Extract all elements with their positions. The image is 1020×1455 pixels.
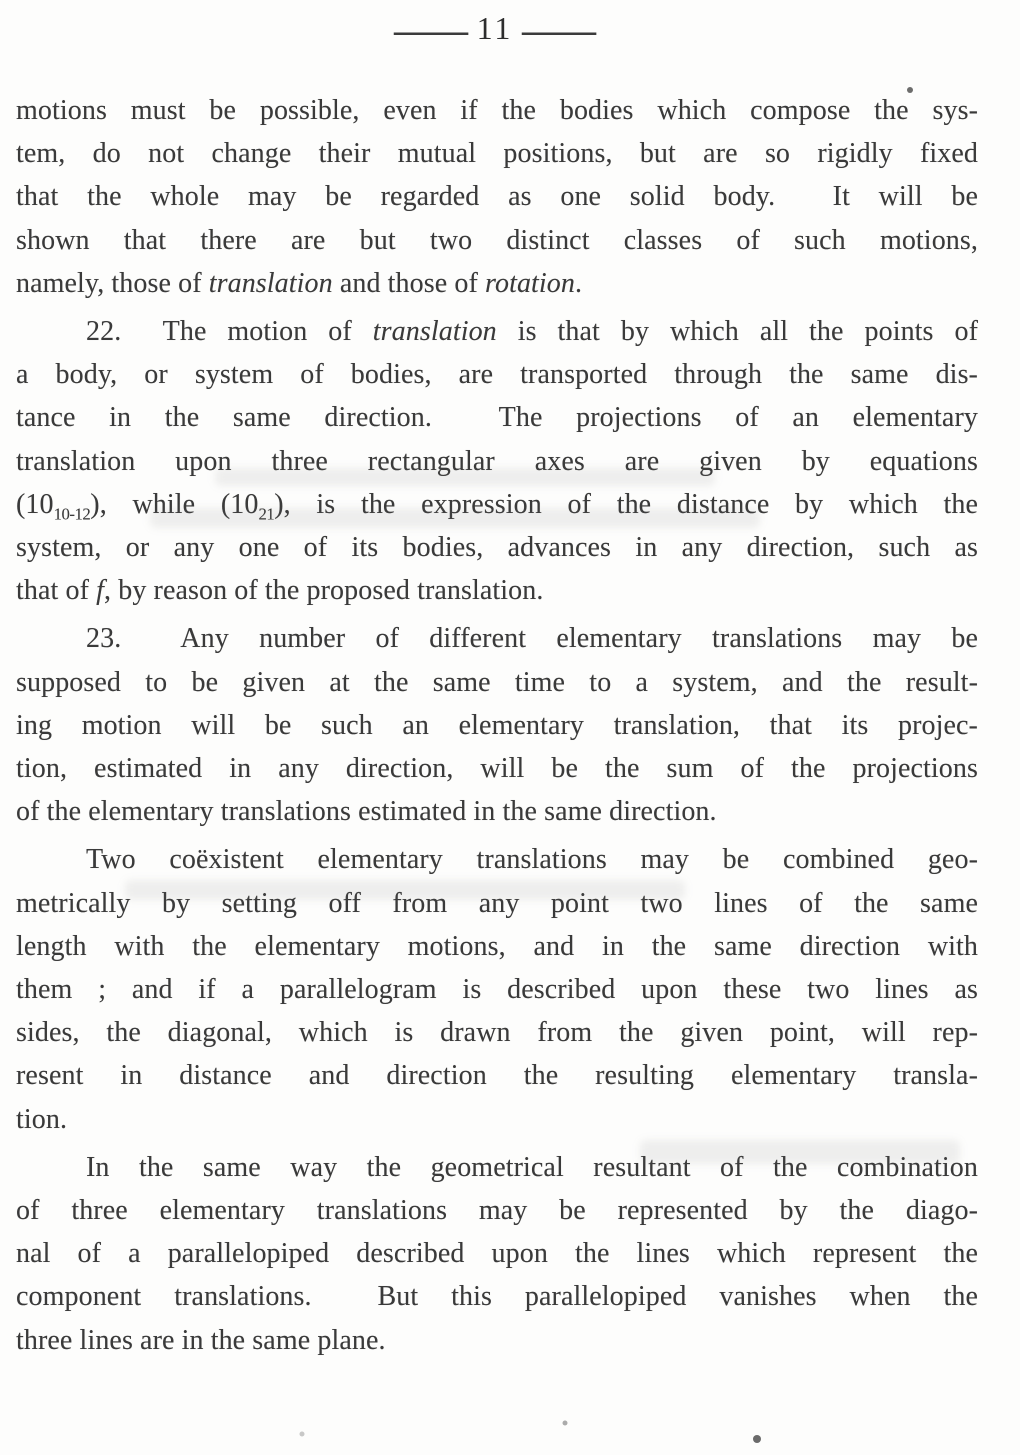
text-run: 21 [258,504,275,524]
text-run: tance in the same direction. The projections of an elementary [16,402,978,434]
text-run: ), is the expression of the distance by which the [274,488,978,520]
text-line [16,440,978,483]
text-run: f [96,575,105,607]
text-run: is that by which all the points of [496,316,979,348]
text-line [16,747,978,790]
text-line [16,396,978,439]
text-run: three lines are in the same plane. [16,1324,386,1356]
text-run: and those of [332,267,486,299]
text-line [16,1146,978,1189]
text-line [16,1189,978,1232]
text-line [16,1054,978,1097]
text-run: ing motion will be such an elementary translation, that its projec- [16,709,978,741]
text-line [16,1011,978,1054]
text-line [16,132,978,175]
text-line [16,1098,978,1141]
text-line [16,925,978,968]
text-line [16,1275,978,1318]
page-header [0,0,990,57]
paragraph [16,310,978,612]
text-run: shown that there are but two distinct classes of such motions, [16,224,978,256]
text-run: (10 [16,488,54,520]
paragraph [16,89,978,305]
scan-speckle [0,0,4,4]
text-run: a body, or system of bodies, are transported through the same dis- [16,359,978,391]
text-line [16,704,978,747]
text-line [16,353,978,396]
text-run: of three elementary translations may be represented by the diago- [16,1195,978,1227]
text-run: them ; and if a parallelogram is described upon these two lines as [16,974,978,1006]
text-line [16,838,978,881]
text-run: supposed to be given at the same time to a system, and the result- [16,666,978,698]
text-run: resent in distance and direction the resulting elementary transla- [16,1060,978,1092]
text-line [16,790,978,833]
text-line [16,569,978,612]
text-line [16,175,978,218]
text-run: that of [16,575,97,607]
text-line [16,89,978,132]
text-run: component translations. But this parallelopiped vanishes when the [16,1281,978,1313]
text-run: tem, do not change their mutual positions, but are so rigidly fixed [16,138,978,170]
text-run: translation upon three rectangular axes are given by equations [16,445,978,477]
paragraph [16,838,978,1140]
text-line [16,661,978,704]
text-run: metrically by setting off from any point two lines of the same [16,887,978,919]
text-run: nal of a parallelopiped described upon the lines which represent the [16,1238,978,1270]
text-body [16,89,978,1362]
text-run: system, or any one of its bodies, advances in any direction, such as [16,532,978,564]
text-run: of the elementary translations estimated in the same direction. [16,796,717,828]
text-line [16,1319,978,1362]
text-run: 10-12 [53,504,91,524]
text-run: translation [208,267,333,299]
text-run: sides, the diagonal, which is drawn from the given point, will rep- [16,1017,978,1049]
page-number-dash-left: — [393,0,468,57]
text-run: translation [372,316,497,348]
text-run: rotation [485,267,576,299]
text-run: 22. The motion of [86,316,373,348]
paragraph [16,1146,978,1362]
text-line [16,968,978,1011]
text-run: namely, those of [16,267,209,299]
text-run: length with the elementary motions, and in the same direction with [16,930,978,962]
text-line [16,219,978,262]
text-run: In the same way the geometrical resultant of the combination [86,1151,978,1183]
text-line [16,262,978,305]
text-run: . [575,267,583,299]
paragraph [16,617,978,833]
text-line [16,882,978,925]
text-run: tion. [16,1103,68,1135]
text-run: Two coëxistent elementary translations may be combined geo- [86,844,978,876]
text-line [16,1232,978,1275]
page-number-dash-right: — [522,0,597,57]
text-line [16,310,978,353]
text-run: 23. Any number of different elementary translations may be [86,623,978,655]
text-run: ), while (10 [90,488,259,520]
text-line [16,483,978,526]
text-line [16,617,978,660]
text-run: , by reason of the proposed translation. [104,575,544,607]
text-run: that the whole may be regarded as one solid body. It will be [16,181,978,213]
text-run: tion, estimated in any direction, will be the sum of the projections [16,753,978,785]
text-run: motions must be possible, even if the bodies which compose the sys- [16,95,978,126]
page-number: 11 [476,10,514,46]
text-line [16,526,978,569]
